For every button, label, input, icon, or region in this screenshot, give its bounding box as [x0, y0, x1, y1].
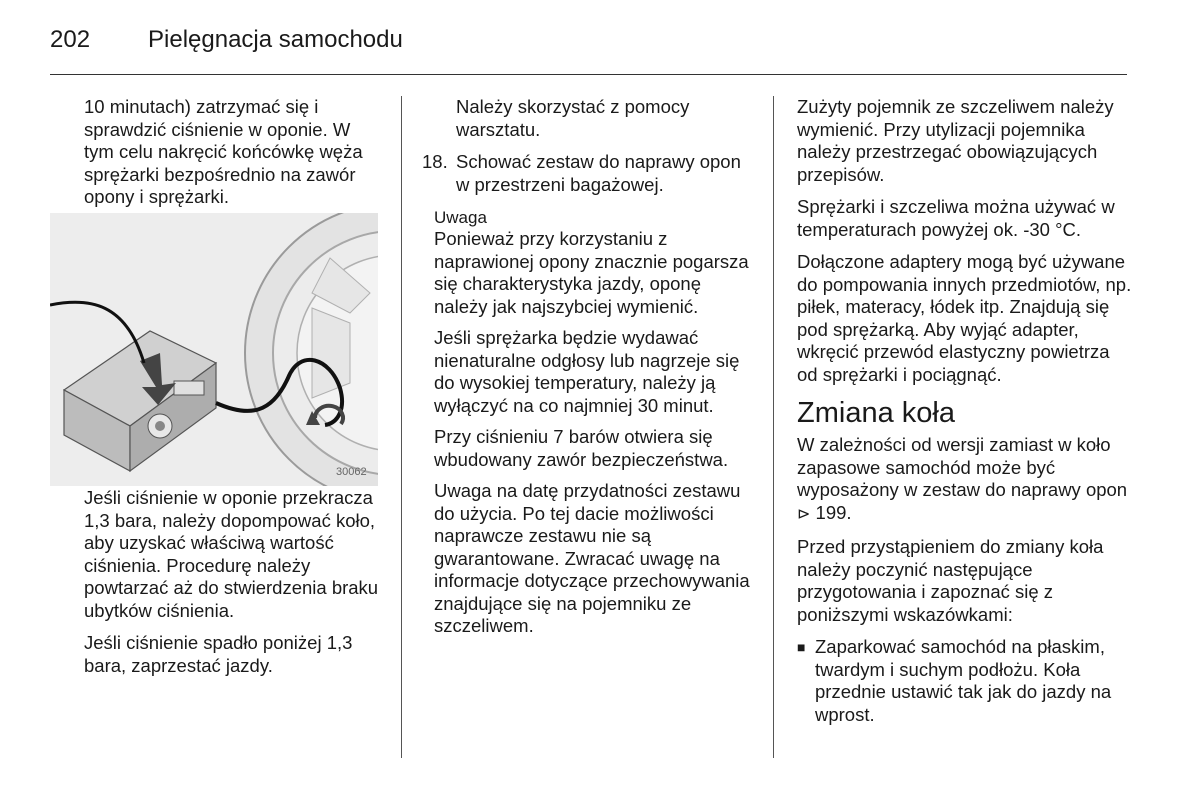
- tire-compressor-drawing: [50, 213, 378, 486]
- paragraph: [797, 434, 1132, 526]
- column-3: [797, 96, 1132, 726]
- column-2: [422, 96, 757, 647]
- bullet-square-icon: ■: [797, 639, 806, 655]
- column-divider-2: [773, 96, 774, 758]
- column-divider-1: [401, 96, 402, 758]
- note-paragraph: Przy ciśnieniu 7 barów otwiera się wbudowany zawór bezpieczeństwa.: [434, 426, 729, 470]
- paragraph: Dołączone adaptery mogą być używane do pompowania innych przedmiotów, np. piłek, materacy, łódek itp. Znajdują się pod sprężarką. Aby wyjąć adapter, wkręcić przewód elastyczny powietrza od sprężarki i pociągnąć.: [797, 251, 1132, 385]
- step-18: [422, 151, 757, 196]
- paragraph: 10 minutach) zatrzymać się i sprawdzić ciśnienie w oponie. W tym celu nakręcić końcówkę węża sprężarki bezpośrednio na zawór opony i sprężarki.: [84, 96, 363, 207]
- page-reference-arrow-icon: ⊳: [797, 505, 811, 523]
- note-paragraph: Jeśli sprężarka będzie wydawać nienaturalne odgłosy lub nagrzeje się do wysokiej temperatury, należy ją wyłączyć na co najmniej 30 minut.: [434, 327, 740, 416]
- note-paragraph: Uwaga na datę przydatności zestawu do użycia. Po tej dacie możliwości naprawcze zestawu nie są gwarantowane. Zwracać uwagę na informacje dotyczące przechowywania znajdujące się na pojemniku ze szczeliwem.: [434, 480, 750, 636]
- page-number: 202: [50, 26, 91, 53]
- note-box: [422, 208, 757, 638]
- note-title: Uwaga: [434, 208, 487, 227]
- step-text: Schować zestaw do naprawy opon w przestrzeni bagażowej.: [456, 151, 741, 195]
- figure-code: 30062: [336, 466, 367, 478]
- page-reference[interactable]: 199.: [815, 501, 852, 523]
- bullet-item: [797, 636, 1132, 726]
- column-1-lower: [84, 487, 379, 687]
- column-1: [84, 96, 379, 219]
- bullet-text: Zaparkować samochód na płaskim, twardym i suchym podłożu. Koła przednie ustawić tak jak do jazdy na wprost.: [815, 636, 1112, 725]
- paragraph-text: W zależności od wersji zamiast w koło zapasowe samochód może być wyposażony w zestaw do naprawy opon: [797, 434, 1128, 500]
- paragraph: Jeśli ciśnienie w oponie przekracza 1,3 bara, należy dopompować koło, aby uzyskać właściwą wartość ciśnienia. Procedurę należy powtarzać aż do stwierdzenia braku ubytków ciśnienia.: [84, 487, 379, 621]
- paragraph: Jeśli ciśnienie spadło poniżej 1,3 bara, zaprzestać jazdy.: [84, 632, 353, 676]
- compressor-illustration: [50, 213, 378, 486]
- paragraph: Należy skorzystać z pomocy warsztatu.: [456, 96, 690, 140]
- page-title: Pielęgnacja samochodu: [148, 26, 403, 53]
- paragraph: Zużyty pojemnik ze szczeliwem należy wymienić. Przy utylizacji pojemnika należy przestrzegać obowiązujących przepisów.: [797, 96, 1114, 185]
- paragraph: Sprężarki i szczeliwa można używać w temperaturach powyżej ok. -30 °C.: [797, 196, 1115, 240]
- paragraph: Przed przystąpieniem do zmiany koła należy poczynić następujące przygotowania i zapoznać się z poniższymi wskazówkami:: [797, 536, 1104, 625]
- step-number: 18.: [422, 151, 448, 172]
- section-heading: Zmiana koła: [797, 397, 955, 429]
- header-rule: [50, 74, 1127, 75]
- note-paragraph: Ponieważ przy korzystaniu z naprawionej opony znacznie pogarsza się charakterystyka jazdy, oponę należy jak najszybciej wymienić.: [434, 228, 749, 317]
